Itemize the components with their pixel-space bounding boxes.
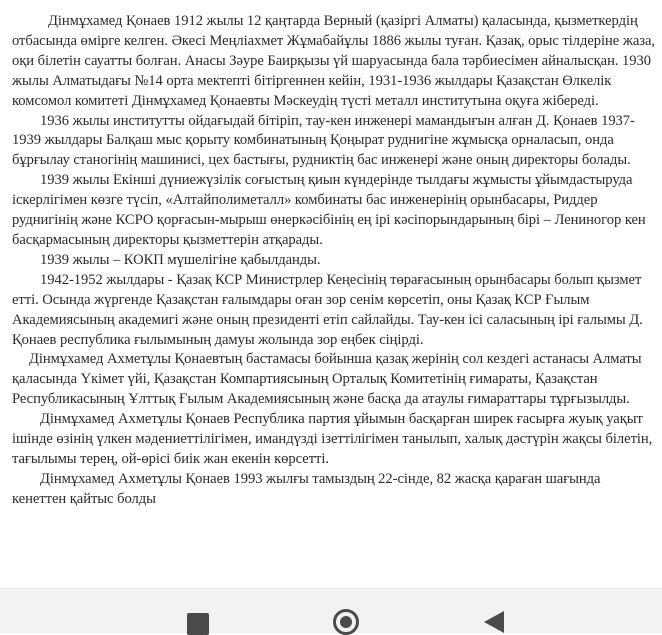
paragraph-birth: Дінмұхамед Қонаев 1912 жылы 12 қаңтарда Верный (қазіргі Алматы) қаласында, қызметкердің отбасында өмірге келген. Әкесі Меңліахмет Жұмабайұлы 1886 жылы туған. Қазақ, орыс тілдеріне жаза, оқи білетін сауатты болған. Анасы Зәуре Баирқызы үй шаруасында бала тәрбиесімен айналысқан. 1930 жылы Алматыдағы №14 орта мектепті бітіргеннен кейін, 1931-1936 жылдары Қазақстан Өлкелік комсомол комитеті Дінмұхамед Қонаевты Мәскеудің түсті металл институтына оқуға жібереді.	[12, 13, 656, 109]
paragraph-government-service: 1942-1952 жылдары - Қазақ КСР Министрлер Кеңесінің төрағасының орынбасары болып қызмет етті. Осында жүргенде Қазақстан ғалымдары оған зор сенім көрсетіп, оны Қазақ КСР Ғылым Академиясының академигі және оның президенті етіп сайлайды. Тау-кен ісі саласының ірі ғалымы Д. Қонаев республика ғылымының дамуы жолында зор еңбек сіңірді.	[12, 271, 643, 348]
paragraph-death: Дінмұхамед Ахметұлы Қонаев 1993 жылғы тамыздың 22-сінде, 82 жасқа қараған шағында кенеттен қайтыс болды	[12, 470, 601, 507]
home-icon-dot	[340, 616, 352, 628]
paragraph-leadership: Дінмұхамед Ахметұлы Қонаев Республика партия ұйымын басқарған ширек ғасырға жуық уақыт ішінде өзінің үлкен мәдениеттілігімен, имандүзді ізеттілігімен танылып, халық дәстүрін жақсы білетін, тағылымы терең, ой-өрісі биік жан екенін көрсетті.	[12, 411, 653, 467]
document-body	[12, 12, 658, 510]
paragraph-party-membership: 1939 жылы – КОКП мүшелігіне қабылданды.	[40, 251, 321, 268]
home-icon[interactable]	[333, 609, 359, 635]
paragraph-war-years: 1939 жылы Екінші дүниежүзілік соғыстың қиын күндерінде тылдағы жұмысты ұйымдастыруда іскерлігімен көзге түсіп, «Алтайполиметалл» комбинаты бас инженерінің орынбасары, Риддер руднигінің және КСРО қорғасын-мырыш өнеркәсібінің ең ірі кәсіпорындарының бірі – Лениногор кен басқармасының директоры қызметтерін атқарады.	[12, 172, 646, 248]
paragraph-education: 1936 жылы институтты ойдағыдай бітіріп, тау-кен инженері мамандығын алған Д. Қонаев 1937-1939 жылдары Балқаш мыс қорыту комбинатының Қоңырат руднигіне жұмысқа орналасып, онда бұрғылау станогінің машинисі, цех бастығы, рудниктің бас инженері және оның директоры болады.	[12, 112, 635, 169]
paragraph-buildings: Дінмұхамед Ахметұлы Қонаевтың бастамасы бойынша қазақ жерінің сол кездегі астанасы Алматы қаласында Үкімет үйі, Қазақстан Компартиясының Орталық Комитетінің ғимараты, Қазақстан Республикасының Ұлттық Ғылым Академиясының және басқа да атаулы ғимараттары тұрғызылды.	[12, 351, 642, 408]
back-icon[interactable]	[484, 611, 504, 633]
system-navigation-bar	[0, 588, 662, 633]
